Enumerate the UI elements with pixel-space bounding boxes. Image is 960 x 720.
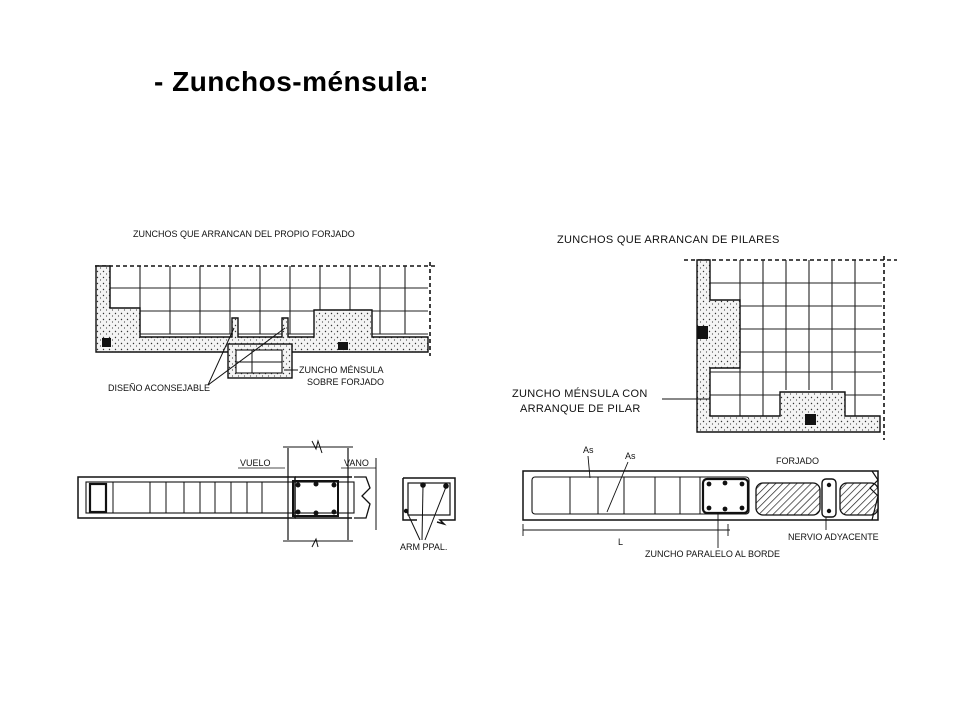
left-plan-diagram [95,229,436,393]
right-section-diagram [523,445,879,559]
slide-title: - Zunchos-ménsula: [154,66,430,97]
label-zuncho-mensula-con: ZUNCHO MÉNSULA CON [512,388,648,400]
left-section-diagram [78,441,455,552]
label-vano: VANO [344,458,369,468]
label-arm-ppal: ARM PPAL. [400,542,448,552]
label-nervio-adyacente: NERVIO ADYACENTE [788,532,879,542]
label-diseno-aconsejable: DISEÑO ACONSEJABLE [108,383,211,393]
label-as-1: As [583,445,594,455]
label-zuncho-paralelo: ZUNCHO PARALELO AL BORDE [645,549,781,559]
right-plan-heading: ZUNCHOS QUE ARRANCAN DE PILARES [557,234,780,246]
label-zuncho-mensula: ZUNCHO MÉNSULA [299,365,384,375]
label-l: L [618,537,624,547]
left-plan-heading: ZUNCHOS QUE ARRANCAN DEL PROPIO FORJADO [133,229,355,239]
right-plan-diagram [512,234,897,440]
label-forjado: FORJADO [776,456,820,466]
label-sobre-forjado: SOBRE FORJADO [307,377,385,387]
label-vuelo: VUELO [240,458,271,468]
label-as-2: As [625,451,636,461]
label-arranque-de-pilar: ARRANQUE DE PILAR [520,403,641,415]
